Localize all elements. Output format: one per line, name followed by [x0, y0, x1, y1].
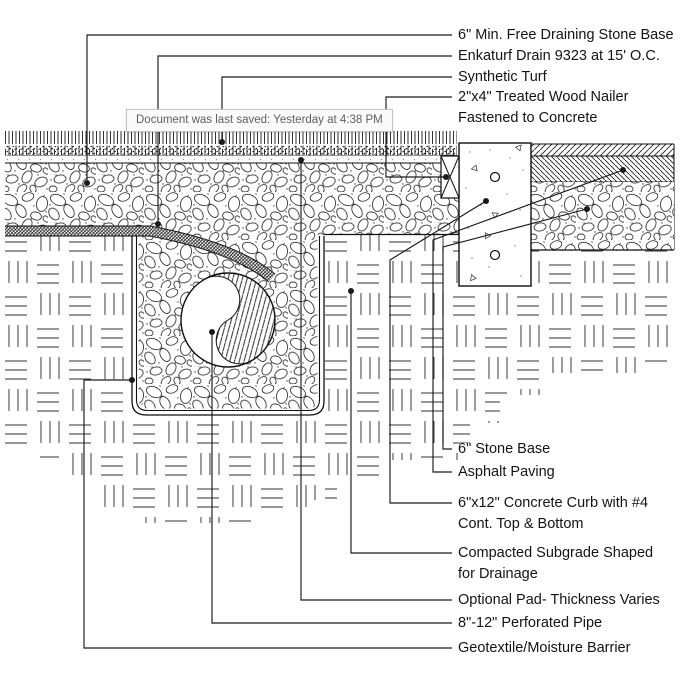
stone-base-right	[530, 182, 674, 250]
compacted-subgrade-hatch	[5, 234, 672, 523]
label-stone-base: 6" Stone Base	[458, 441, 551, 457]
label-concrete-curb: 6"x12" Concrete Curb with #4 Cont. Top & Bottom	[458, 495, 649, 532]
label-wood-nailer: 2"x4" Treated Wood Nailer Fastened to Concrete	[458, 89, 629, 126]
label-optional-pad: Optional Pad- Thickness Varies	[458, 592, 660, 608]
label-compacted-subgrade: Compacted Subgrade Shaped for Drainage	[458, 545, 654, 582]
label-enkaturf-drain: Enkaturf Drain 9323 at 15' O.C.	[458, 48, 660, 64]
label-geotextile-barrier: Geotextile/Moisture Barrier	[458, 640, 631, 656]
synthetic-turf-layer	[5, 131, 457, 155]
optional-pad-layer	[5, 155, 457, 163]
rebar-top	[491, 173, 500, 182]
rebar-bottom	[491, 251, 500, 260]
last-saved-tooltip: Document was last saved: Yesterday at 4:38 PM	[126, 109, 393, 132]
label-synthetic-turf: Synthetic Turf	[458, 69, 547, 85]
label-stone-base-min: 6" Min. Free Draining Stone Base	[458, 27, 674, 43]
label-asphalt-paving: Asphalt Paving	[458, 464, 555, 480]
concrete-curb	[459, 143, 531, 286]
label-perforated-pipe: 8"-12" Perforated Pipe	[458, 615, 603, 631]
